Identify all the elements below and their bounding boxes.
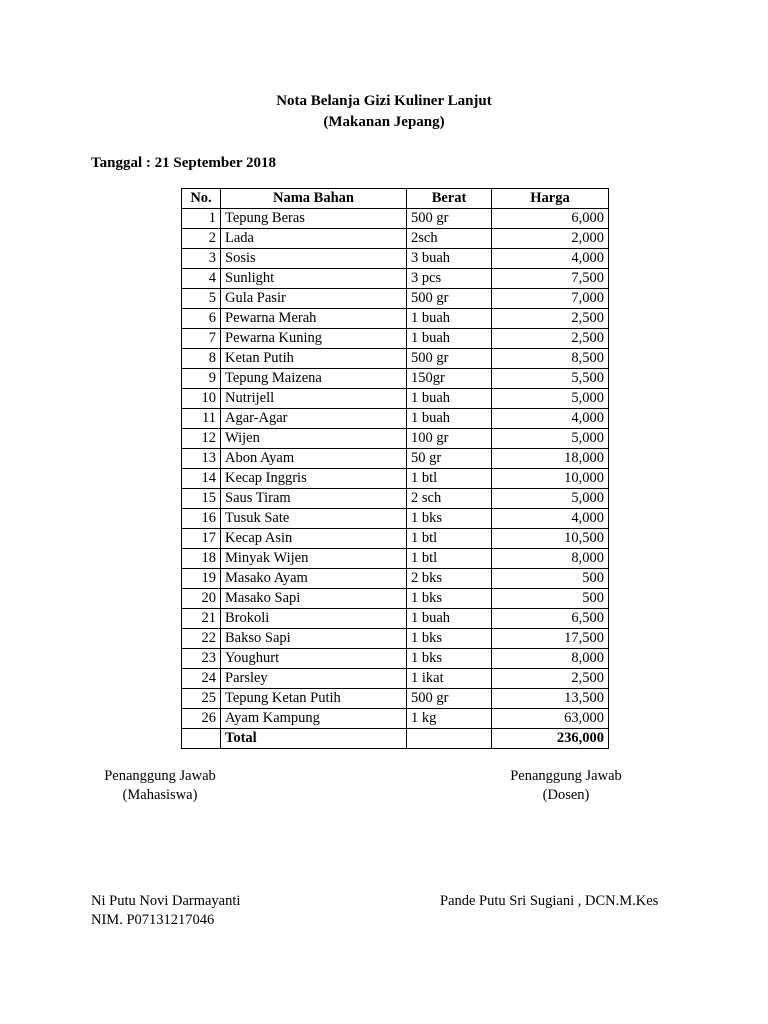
table-row xyxy=(182,489,609,509)
row-price: 17,500 xyxy=(492,629,609,649)
row-no: 13 xyxy=(182,449,221,469)
signature-block-lecturer xyxy=(496,767,636,805)
table-row xyxy=(182,649,609,669)
table-row xyxy=(182,409,609,429)
table-row xyxy=(182,269,609,289)
signature-sub-student: (Mahasiswa) xyxy=(122,787,198,803)
row-weight: 500 gr xyxy=(407,209,492,229)
row-item-name: Tepung Maizena xyxy=(221,369,407,389)
table-row xyxy=(182,689,609,709)
row-price: 2,000 xyxy=(492,229,609,249)
row-weight: 1 buah xyxy=(407,389,492,409)
row-price: 500 xyxy=(492,569,609,589)
row-weight: 150gr xyxy=(407,369,492,389)
row-weight: 1 ikat xyxy=(407,669,492,689)
date-line: Tanggal : 21 September 2018 xyxy=(91,155,277,171)
row-item-name: Sunlight xyxy=(221,269,407,289)
document-title: Nota Belanja Gizi Kuliner Lanjut xyxy=(276,93,492,109)
row-no: 26 xyxy=(182,709,221,729)
table-row xyxy=(182,669,609,689)
signature-role-lecturer: Penanggung Jawab xyxy=(510,768,622,784)
lecturer-name: Pande Putu Sri Sugiani , DCN.M.Kes xyxy=(440,893,659,909)
row-price: 5,000 xyxy=(492,429,609,449)
column-header-weight: Berat xyxy=(407,189,492,209)
row-no: 1 xyxy=(182,209,221,229)
row-no: 9 xyxy=(182,369,221,389)
row-no: 20 xyxy=(182,589,221,609)
row-weight: 500 gr xyxy=(407,349,492,369)
row-weight: 3 buah xyxy=(407,249,492,269)
shopping-table xyxy=(181,188,609,749)
row-no: 17 xyxy=(182,529,221,549)
row-no: 11 xyxy=(182,409,221,429)
row-no: 18 xyxy=(182,549,221,569)
row-price: 6,000 xyxy=(492,209,609,229)
row-price: 5,000 xyxy=(492,389,609,409)
row-item-name: Minyak Wijen xyxy=(221,549,407,569)
student-nim: NIM. P07131217046 xyxy=(91,912,215,928)
row-item-name: Youghurt xyxy=(221,649,407,669)
total-weight-cell xyxy=(407,729,492,749)
row-no: 14 xyxy=(182,469,221,489)
row-item-name: Tusuk Sate xyxy=(221,509,407,529)
row-no: 19 xyxy=(182,569,221,589)
row-price: 2,500 xyxy=(492,669,609,689)
row-no: 6 xyxy=(182,309,221,329)
row-price: 6,500 xyxy=(492,609,609,629)
row-item-name: Brokoli xyxy=(221,609,407,629)
row-price: 7,000 xyxy=(492,289,609,309)
row-no: 16 xyxy=(182,509,221,529)
row-weight: 500 gr xyxy=(407,289,492,309)
row-price: 2,500 xyxy=(492,309,609,329)
row-item-name: Gula Pasir xyxy=(221,289,407,309)
table-row xyxy=(182,429,609,449)
row-price: 8,500 xyxy=(492,349,609,369)
row-item-name: Lada xyxy=(221,229,407,249)
row-item-name: Pewarna Kuning xyxy=(221,329,407,349)
row-weight: 1 buah xyxy=(407,329,492,349)
row-item-name: Ketan Putih xyxy=(221,349,407,369)
column-header-no: No. xyxy=(182,189,221,209)
table-row xyxy=(182,229,609,249)
table-row xyxy=(182,549,609,569)
column-header-name: Nama Bahan xyxy=(221,189,407,209)
row-no: 3 xyxy=(182,249,221,269)
row-no: 15 xyxy=(182,489,221,509)
row-no: 25 xyxy=(182,689,221,709)
row-no: 8 xyxy=(182,349,221,369)
row-weight: 1 buah xyxy=(407,409,492,429)
row-price: 5,500 xyxy=(492,369,609,389)
row-price: 5,000 xyxy=(492,489,609,509)
row-weight: 2sch xyxy=(407,229,492,249)
total-value: 236,000 xyxy=(492,729,609,749)
row-weight: 3 pcs xyxy=(407,269,492,289)
row-price: 63,000 xyxy=(492,709,609,729)
row-item-name: Masako Sapi xyxy=(221,589,407,609)
row-price: 10,000 xyxy=(492,469,609,489)
table-row xyxy=(182,309,609,329)
row-weight: 1 bks xyxy=(407,509,492,529)
row-item-name: Masako Ayam xyxy=(221,569,407,589)
row-weight: 50 gr xyxy=(407,449,492,469)
row-weight: 500 gr xyxy=(407,689,492,709)
row-no: 10 xyxy=(182,389,221,409)
row-no: 4 xyxy=(182,269,221,289)
row-no: 5 xyxy=(182,289,221,309)
row-price: 18,000 xyxy=(492,449,609,469)
table-row xyxy=(182,389,609,409)
row-price: 4,000 xyxy=(492,409,609,429)
total-no-cell xyxy=(182,729,221,749)
row-item-name: Sosis xyxy=(221,249,407,269)
table-header-row xyxy=(182,189,609,209)
total-row xyxy=(182,729,609,749)
row-weight: 1 bks xyxy=(407,629,492,649)
row-price: 500 xyxy=(492,589,609,609)
row-item-name: Bakso Sapi xyxy=(221,629,407,649)
row-no: 22 xyxy=(182,629,221,649)
row-item-name: Agar-Agar xyxy=(221,409,407,429)
table-row xyxy=(182,289,609,309)
row-weight: 2 sch xyxy=(407,489,492,509)
row-weight: 100 gr xyxy=(407,429,492,449)
row-item-name: Tepung Beras xyxy=(221,209,407,229)
table-row xyxy=(182,509,609,529)
table-row xyxy=(182,709,609,729)
table-row xyxy=(182,209,609,229)
table-row xyxy=(182,609,609,629)
row-weight: 1 btl xyxy=(407,469,492,489)
row-item-name: Kecap Asin xyxy=(221,529,407,549)
row-price: 4,000 xyxy=(492,249,609,269)
row-price: 8,000 xyxy=(492,549,609,569)
table-row xyxy=(182,249,609,269)
row-item-name: Wijen xyxy=(221,429,407,449)
row-weight: 1 bks xyxy=(407,649,492,669)
table-row xyxy=(182,589,609,609)
table-row xyxy=(182,469,609,489)
row-no: 23 xyxy=(182,649,221,669)
row-price: 2,500 xyxy=(492,329,609,349)
row-price: 4,000 xyxy=(492,509,609,529)
row-price: 8,000 xyxy=(492,649,609,669)
document-subtitle: (Makanan Jepang) xyxy=(323,114,445,130)
table-row xyxy=(182,629,609,649)
signature-sub-lecturer: (Dosen) xyxy=(542,787,590,803)
student-name: Ni Putu Novi Darmayanti xyxy=(91,893,241,909)
signature-block-student xyxy=(90,767,230,805)
column-header-price: Harga xyxy=(492,189,609,209)
row-weight: 2 bks xyxy=(407,569,492,589)
table-body xyxy=(182,209,609,729)
row-price: 7,500 xyxy=(492,269,609,289)
row-weight: 1 kg xyxy=(407,709,492,729)
row-item-name: Ayam Kampung xyxy=(221,709,407,729)
row-item-name: Nutrijell xyxy=(221,389,407,409)
row-no: 24 xyxy=(182,669,221,689)
row-item-name: Pewarna Merah xyxy=(221,309,407,329)
row-item-name: Abon Ayam xyxy=(221,449,407,469)
row-no: 21 xyxy=(182,609,221,629)
row-weight: 1 buah xyxy=(407,609,492,629)
row-weight: 1 btl xyxy=(407,549,492,569)
row-item-name: Tepung Ketan Putih xyxy=(221,689,407,709)
row-no: 12 xyxy=(182,429,221,449)
row-item-name: Parsley xyxy=(221,669,407,689)
row-price: 10,500 xyxy=(492,529,609,549)
row-weight: 1 btl xyxy=(407,529,492,549)
row-item-name: Saus Tiram xyxy=(221,489,407,509)
row-weight: 1 buah xyxy=(407,309,492,329)
row-no: 7 xyxy=(182,329,221,349)
row-price: 13,500 xyxy=(492,689,609,709)
row-weight: 1 bks xyxy=(407,589,492,609)
table-row xyxy=(182,449,609,469)
total-label: Total xyxy=(221,729,407,749)
table-row xyxy=(182,369,609,389)
row-item-name: Kecap Inggris xyxy=(221,469,407,489)
signature-role-student: Penanggung Jawab xyxy=(104,768,216,784)
row-no: 2 xyxy=(182,229,221,249)
table-row xyxy=(182,529,609,549)
table-row xyxy=(182,349,609,369)
table-row xyxy=(182,329,609,349)
table-row xyxy=(182,569,609,589)
